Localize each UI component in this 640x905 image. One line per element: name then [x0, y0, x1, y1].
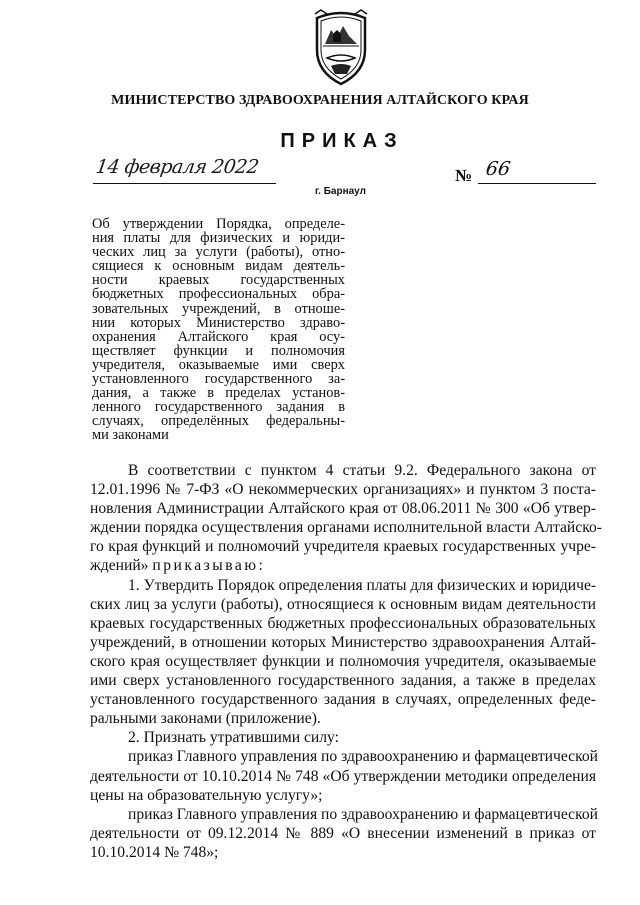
- city-label: г. Барнаул: [315, 186, 366, 197]
- handwritten-number: 66: [484, 158, 512, 180]
- subject-line: ния платы для физических и юриди-: [92, 230, 345, 247]
- subject-line: ческих лиц за услуги (работы), отно-: [92, 244, 345, 261]
- body-line: установленного государственного задания в случаях, определенных феде-: [90, 691, 596, 709]
- subject-line: установленного государственного за-: [92, 371, 345, 388]
- number-underline: [478, 183, 596, 184]
- subject-line: бюджетных профессиональных обра-: [92, 286, 345, 303]
- date-underline: [93, 183, 276, 184]
- subject-line: ми законами: [92, 427, 169, 444]
- document-title: ПРИКАЗ: [280, 130, 404, 152]
- subject-line: ности краевых государственных: [92, 272, 345, 289]
- body-line: го края функций и полномочий учредителя краевых государственных учре-: [90, 538, 596, 556]
- document-body: [90, 461, 602, 862]
- subject-line: зовательных учреждений, в отноше-: [92, 300, 345, 317]
- body-line: ральными законами (приложение).: [90, 710, 321, 728]
- body-line: 2. Признать утратившими силу:: [128, 729, 339, 747]
- body-line: новления Администрации Алтайского края от 08.06.2011 № 300 «Об утвер-: [90, 500, 596, 518]
- body-line: приказ Главного управления по здравоохранению и фармацевтической: [128, 805, 599, 823]
- body-line: деятельности от 10.10.2014 № 748 «Об утверждении методики определения: [90, 767, 596, 785]
- body-line: ского края осуществляет функции и полномочия учредителя, оказываемые: [90, 652, 596, 670]
- body-line: приказ Главного управления по здравоохранению и фармацевтической: [128, 748, 599, 766]
- body-line: В соответствии с пунктом 4 статьи 9.2. Федерального закона от: [128, 462, 596, 479]
- decree-word: приказываю:: [152, 557, 266, 575]
- body-line: деятельности от 09.12.2014 № 889 «О внесении изменений в приказ от: [90, 824, 596, 842]
- body-line: 10.10.2014 № 748»;: [90, 843, 219, 861]
- subject-line: дания, а также в пределах установ-: [92, 385, 345, 402]
- body-line: учреждений, в отношении которых Министерство здравоохранения Алтай-: [90, 633, 596, 651]
- order-subject: [92, 217, 345, 443]
- body-line: ских лиц за услуги (работы), относящиеся к основным видам деятельности: [90, 595, 596, 613]
- subject-line: сящиеся к основным видам деятель-: [92, 258, 345, 275]
- body-line: ими сверх установленного государственного задания, а также в пределах: [90, 672, 596, 690]
- body-line: краевых государственных бюджетных профессиональных образовательных: [90, 614, 596, 632]
- subject-line: Об утверждении Порядка, определе-: [92, 216, 345, 232]
- subject-line: охранения Алтайского края осу-: [92, 328, 345, 345]
- body-line: цены на образовательную услугу»;: [90, 786, 323, 804]
- subject-line: ществляет функции и полномочия: [92, 342, 345, 359]
- body-line: ждении порядка осуществления органами исполнительной власти Алтайско-: [90, 519, 602, 537]
- body-line-decree: [90, 556, 596, 575]
- handwritten-date: 14 февраля 2022: [94, 156, 260, 178]
- subject-line: случаях, определённых федеральны-: [92, 413, 345, 430]
- ministry-name: МИНИСТЕРСТВО ЗДРАВООХРАНЕНИЯ АЛТАЙСКОГО КРАЯ: [111, 93, 529, 108]
- coat-of-arms-icon: [307, 6, 375, 88]
- body-line: 1. Утвердить Порядок определения платы для физических и юридиче-: [128, 576, 597, 594]
- subject-line: нии которых Министерство здраво-: [92, 314, 345, 331]
- body-line: 12.01.1996 № 7-ФЗ «О некоммерческих организациях» и пунктом 3 поста-: [90, 481, 596, 499]
- subject-line: учредителя, оказываемые ими сверх: [92, 356, 345, 373]
- number-label: №: [455, 166, 473, 185]
- body-line-start: ждений»: [90, 557, 153, 575]
- subject-line: ленного государственного задания в: [92, 399, 345, 416]
